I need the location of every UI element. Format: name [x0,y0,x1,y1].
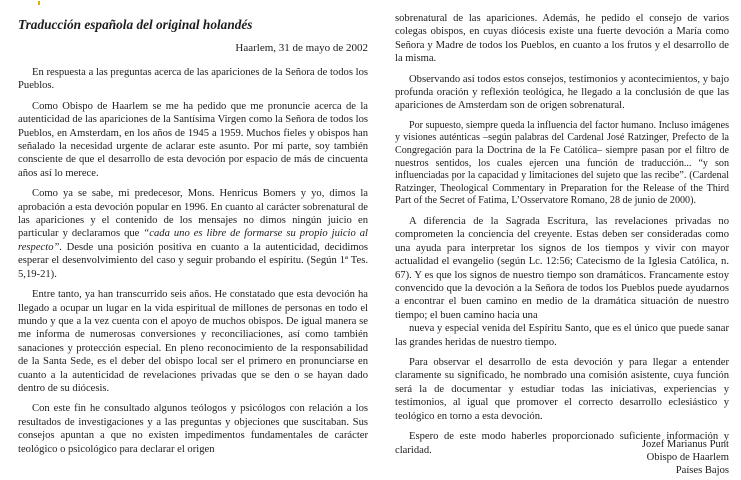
dateline: Haarlem, 31 de mayo de 2002 [235,42,368,54]
left-column [18,0,368,456]
paragraph-commission: Para observar el desarrollo de esta devoción y para llegar a entender claramente su significado, he nombrado una comisión asistente, cuya función será la de documentar y estudiar todas las iniciativas, experiencias y testimonios, al igual que promover el correcto desarrollo eclesiástico y teológico en torno a esta devoción. [395,357,729,422]
paragraph-closing: Espero de este modo haberles proporcionado suficiente información y claridad. [395,431,729,456]
paragraph-approval [18,187,368,281]
paragraph-consultation: Con este fin he consultado algunos teólogos y psicólogos con relación a los resultados de investigaciones y a las preguntas y objeciones que suscitaban. Sus consejos apuntan a que no existen impedimentos fundamentales de carácter teológico o psicológico para declarar el origen [18,403,368,455]
paragraph-human-factor: Por supuesto, siempre queda la influencia del factor humano. Incluso imágenes y visiones auténticas –según palabras del Cardenal José Ratzinger, Prefecto de la Congregación para la Doctrina de la Fe Católica– siempre pasan por el filtro de nuestros sentidos, los cuales ejercen una función de traducción... “y son influenciadas por la capacidad y limitaciones del sujeto que las recibe”. (Cardenal Ratzinger, Theological Commentary in Preparation for the Release of the Third Part of the Secret of Fatima, L’Osservatore Romano, 28 de junio de 2000). [395,119,729,207]
paragraph-request: Como Obispo de Haarlem se me ha pedido que me pronuncie acerca de la autenticidad de las apariciones de la Santísima Virgen como la Señora de todos los Pueblos, en Amsterdam, en los años de 1945 a 1959. Muchos fieles y obispos han señalado la necesidad urgente de aclarar este asunto. Por mi parte, soy también consciente de que el desarrollo de esta devoción por espacio de más de cincuenta años así lo merece. [18,100,368,179]
approval-text-b: Desde una posición positiva en cuanto a la autenticidad, decidimos esperar el desenvolvimiento del caso y seguir probando el espíritu. (Según 1ª Tes. 5,19-21). [18,241,368,280]
signature-block [642,438,729,478]
paragraph-scripture: A diferencia de la Sagrada Escritura, las revelaciones privadas no comprometen la conciencia del creyente. Estas deben ser consideradas como una ayuda para interpretar los signos de los tiempos y vivir con mayor actualidad el evangelio (según Lc. 12:56; Catecismo de la Iglesia Católica, n. 67). Y es que los signos de nuestro tiempo son dramáticos. Francamente estoy convencido que la devoción a la Señora de todos los Pueblos puede ayudarnos a encontrar el buen camino en medio de la dramática situación de nuestro tiempo; el buen camino hacia una [395,216,729,321]
signature-role: Obispo de Haarlem [646,452,729,464]
paragraph-intro: En respuesta a las preguntas acerca de las apariciones de la Señora de todos los Pueblos. [18,67,368,92]
paragraph-scripture-continued: nueva y especial venida del Espíritu Santo, que es el único que puede sanar las grandes heridas de nuestro tiempo. [395,323,729,348]
approval-quote: “cada uno es libre de formarse su propio juicio al respecto”. [18,228,368,253]
signature-country: Países Bajos [675,465,729,477]
paragraph-supernatural: sobrenatural de las apariciones. Además, he pedido el consejo de varios colegas obispos, en cuyas diócesis existe una fuerte devoción a María como Señora y Madre de todos los Pueblos, en cuanto a los frutos y el desarrollo de la misma. [395,13,729,65]
paragraph-conclusion: Observando así todos estos consejos, testimonios y acontecimientos, y bajo profunda oración y reflexión teológica, he llegado a la conclusión de que las apariciones de Amsterdam son de origen sobrenatural. [395,73,729,112]
approval-text-a: Como ya se sabe, mi predecesor, Mons. Henricus Bomers y yo, dimos la aprobación a esta devoción popular en 1996. En cuanto al carácter sobrenatural de las apariciones y el contenido de los mensajes no dimos ningún juicio en particular y declaramos que [18,188,368,240]
document-title: Traducción española del original holandés [18,17,253,32]
paragraph-six-years: Entre tanto, ya han transcurrido seis años. He constatado que esta devoción ha llegado a ocupar un lugar en la vida espiritual de millones de personas en todo el mundo y que a la vez cuenta con el apoyo de muchos obispos. De igual manera se me informa de numerosas conversiones y reconciliaciones, así como también sanaciones y protección especial. En pleno reconocimiento de la responsabilidad de la Santa Sede, es el deber del obispo local ser el primero en pronunciarse en cuanto a la autenticidad de revelaciones privadas que se den o se hayan dado dentro de su diócesis. [18,289,368,394]
right-column [395,0,729,457]
signature-name: Jozef Marianus Punt [641,439,729,450]
